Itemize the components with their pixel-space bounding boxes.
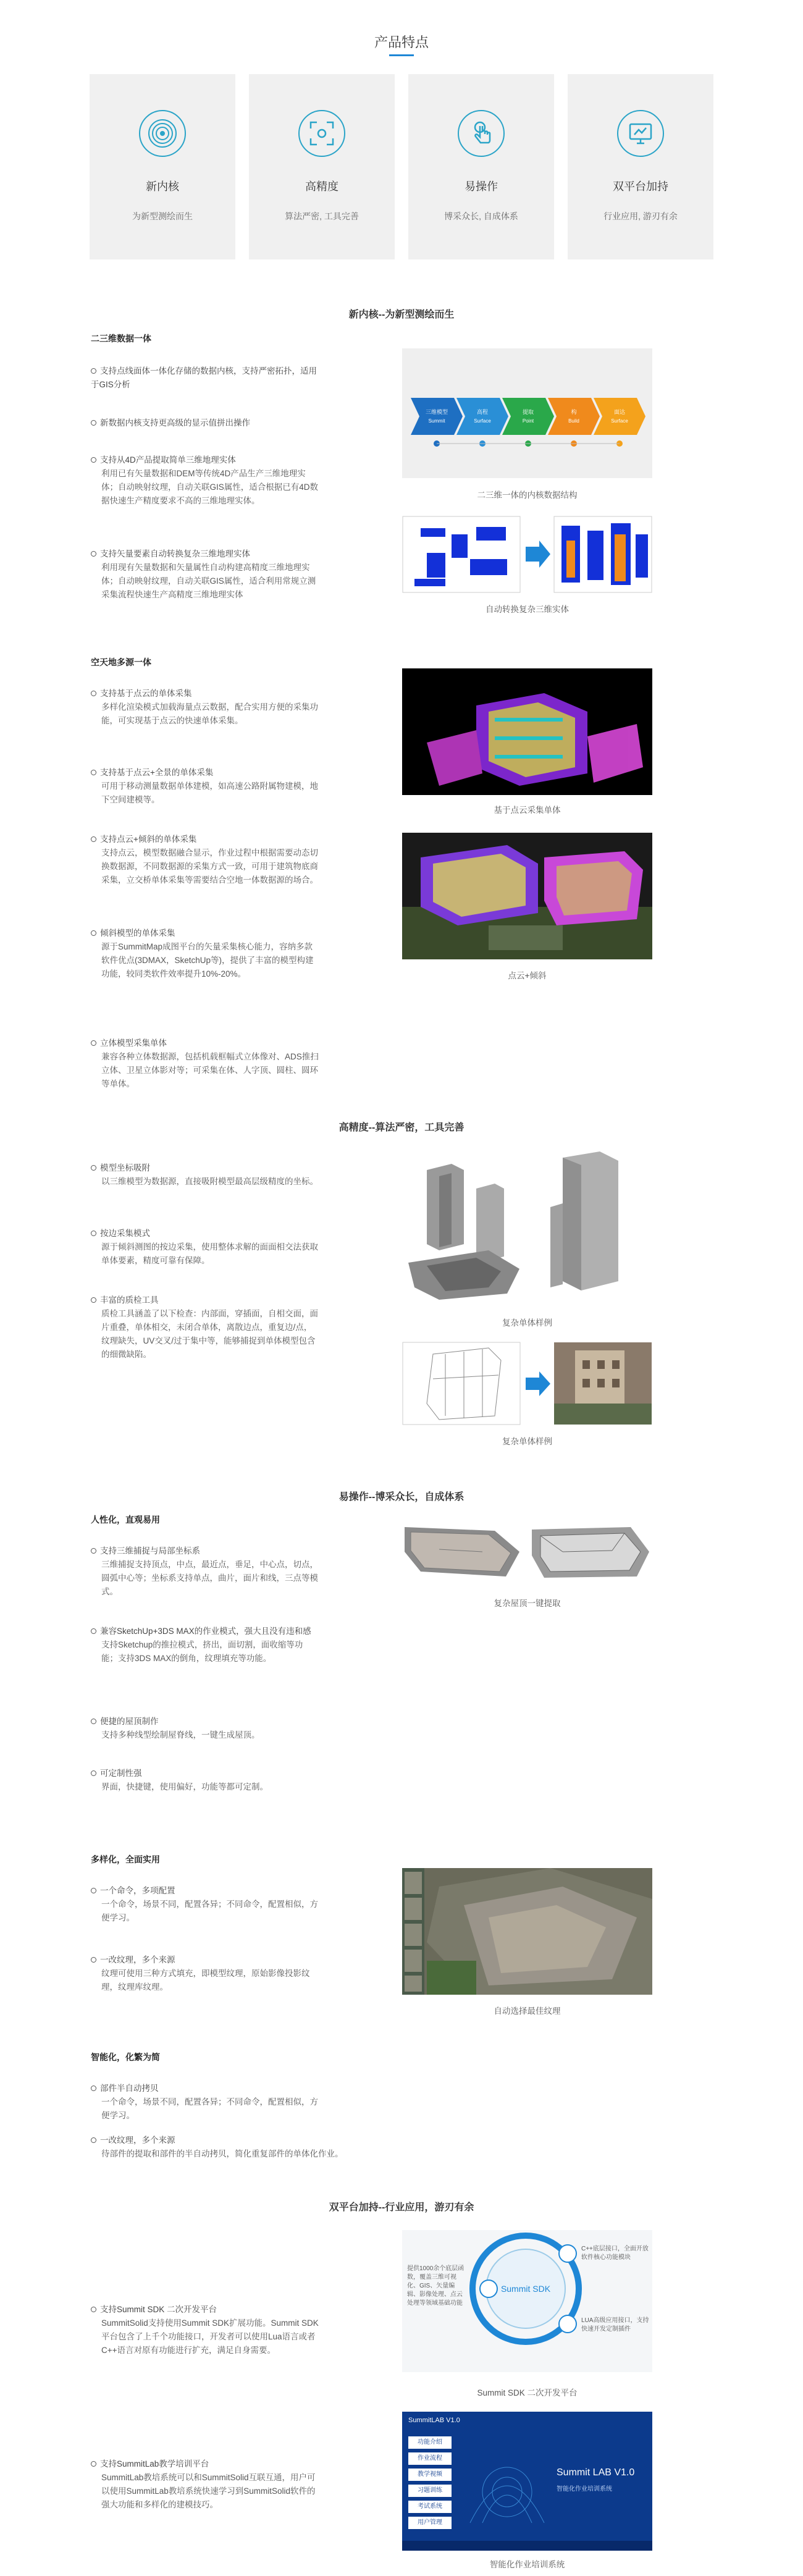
feature-item: 按边采集模式 源于倾斜测图的按边采集，使用整体求解的面面相交法获取单体要素，精度可靠有保障。 — [91, 1227, 319, 1268]
section-title-platform: 双平台加持--行业应用，游刃有余 — [329, 2202, 474, 2213]
bullet-icon — [91, 691, 96, 696]
feature-card-precision[interactable] — [249, 74, 395, 259]
best-texture-figure — [402, 1868, 652, 1995]
lab-menu-item[interactable]: 功能介绍 — [408, 2436, 452, 2449]
bullet-icon — [91, 770, 96, 775]
bullet-icon — [91, 1297, 96, 1303]
figure-caption: 基于点云采集单体 — [494, 806, 561, 815]
figure-caption: 复杂单体样例 — [502, 1318, 552, 1328]
feature-item: 支持矢量要素自动转换复杂三维地理实体 利用现有矢量数据和矢量属性自动构建高精度三维地理实体；自动映射纹理，自动关联GIS属性，适合利用常规立测采集流程快速生产高精度三维地理实体 — [91, 547, 319, 602]
bullet-icon — [91, 1231, 96, 1236]
figure-caption: 智能化作业培训系统 — [489, 2560, 565, 2569]
feature-item: 兼容SketchUp+3DS MAX的作业模式，强大且没有违和感 支持Sketchup的推拉模式，挤出，面切割，面收缩等功能；支持3DS MAX的倒角，纹理填充等功能。 — [91, 1625, 319, 1665]
section-title-core: 新内核--为新型测绘而生 — [348, 309, 455, 320]
feature-item: 一改纹理，多个来源 纹理可使用三种方式填充，即模型纹理，原始影像投影纹理，纹理库纹理。 — [91, 1953, 319, 1994]
feature-item: 模型坐标吸附 以三维模型为数据源，直接吸附模型最高层级精度的坐标。 — [91, 1161, 319, 1189]
bullet-icon — [91, 930, 96, 936]
feature-desc: 为新型测绘而生 — [132, 211, 193, 221]
feature-name: 高精度 — [305, 180, 338, 193]
feature-cards — [90, 74, 713, 259]
flow-step-label: 三维模型 — [425, 409, 448, 415]
sdk-right-top-text: C++底层接口，全面开放软件核心功能模块 — [581, 2246, 649, 2261]
flow-step-sub: Surface — [611, 418, 628, 424]
feature-card-platform[interactable] — [568, 74, 713, 259]
feature-item: 支持三维捕捉与局部坐标系 三维捕捉支持顶点，中点，最近点，垂足，中心点，切点，圆弧中心等；坐标系支持单点，曲片，面片和线，三点等模式。 — [91, 1544, 319, 1599]
figure-caption: 自动选择最佳纹理 — [494, 2006, 561, 2016]
complex-building-figure — [402, 1151, 652, 1306]
feature-item: 倾斜模型的单体采集 源于SummitMap成图平台的矢量采集核心能力，容纳多款软件优点(3DMAX，SketchUp等)，提供了丰富的模型构建功能，较同类软件效率提升10%-20%。 — [91, 927, 319, 981]
feature-desc: 博采众长, 自成体系 — [444, 211, 518, 221]
focus-target-icon — [298, 110, 345, 157]
lab-menu — [408, 2436, 452, 2533]
summit-lab-screenshot — [402, 2412, 652, 2551]
lab-big-title: Summit LAB V1.0 — [557, 2467, 635, 2478]
lab-menu-item[interactable]: 用户管理 — [408, 2517, 452, 2529]
lab-brand: SummitLAB V1.0 — [408, 2417, 460, 2424]
figure-caption: 复杂屋顶一键提取 — [494, 1599, 561, 1608]
lab-footer-bar — [402, 2541, 652, 2551]
figure-caption: 自动转换复杂三维实体 — [486, 605, 569, 614]
section-title-precision: 高精度--算法严密，工具完善 — [338, 1122, 465, 1133]
flow-step-sub: Build — [568, 418, 579, 424]
bullet-icon — [91, 1770, 96, 1776]
summit-sdk-diagram — [402, 2230, 652, 2372]
bullet-icon — [91, 2461, 96, 2467]
bullet-icon — [91, 1548, 96, 1554]
subsection-title: 多样化，全面实用 — [91, 1854, 160, 1864]
feature-item: 便捷的屋顶制作 支持多种线型绘制屋脊线，一键生成屋顶。 — [91, 1715, 319, 1742]
feature-name: 新内核 — [146, 180, 179, 193]
figure-caption: 复杂单体样例 — [502, 1437, 552, 1446]
flow-step-sub: Summit — [428, 418, 445, 424]
section-title-usability: 易操作--博采众长，自成体系 — [338, 1492, 465, 1502]
bullet-icon — [91, 1040, 96, 1046]
feature-item: 一改纹理，多个来源 待部件的提取和部件的半自动拷贝，简化重复部件的单体化作业。 — [91, 2134, 387, 2161]
title-underline — [389, 54, 414, 56]
subsection-title: 二三维数据一体 — [91, 334, 151, 343]
flow-step-label: 提取 — [522, 409, 534, 415]
bullet-icon — [91, 420, 96, 426]
flow-step-sub: Surface — [474, 418, 491, 424]
monitor-icon — [617, 110, 664, 157]
bullet-icon — [91, 551, 96, 557]
feature-item: 支持点线面体一体化存储的数据内核，支持严密拓扑，适用于GIS分析 — [91, 366, 317, 389]
bullet-icon — [91, 1957, 96, 1963]
feature-desc: 行业应用, 游刃有余 — [603, 211, 678, 221]
feature-desc: 算法严密, 工具完善 — [285, 211, 359, 221]
lab-menu-item[interactable]: 教学视频 — [408, 2469, 452, 2481]
bullet-icon — [91, 1888, 96, 1893]
feature-item: 部件半自动拷贝 一个命令，场景不同，配置各异；不同命令，配置相似，方便学习。 — [91, 2082, 319, 2123]
feature-item: 一个命令，多项配置 一个命令，场景不同，配置各异；不同命令，配置相似，方便学习。 — [91, 1884, 319, 1925]
lab-menu-item[interactable]: 考试系统 — [408, 2501, 452, 2513]
sdk-center-label: Summit SDK — [500, 2284, 551, 2294]
lab-subtitle: 智能化作业培训系统 — [557, 2486, 612, 2493]
flow-step-sub: Point — [522, 418, 534, 424]
feature-item: 立体模型采集单体 兼容各种立体数据源，包括机载框幅式立体像对、ADS推扫立体、卫星立体影对等；可采集在体、人字顶、圆柱、圆环等单体。 — [91, 1037, 319, 1091]
bullet-icon — [91, 836, 96, 842]
bullet-icon — [91, 1165, 96, 1171]
feature-item: 丰富的质检工具 质检工具涵盖了以下检查：内部面，穿插面，自相交面，面片重叠，单体相交，未闭合单体，离散边点，重复边/点，纹理缺失，UV交叉/过于集中等，能够捕捉到单体模型包含的细微缺陷。 — [91, 1294, 319, 1362]
flow-step-label: 高程 — [476, 409, 489, 415]
sdk-right-bottom-text: LUA高级应用接口，支持快速开发定制插件 — [581, 2317, 649, 2333]
figure-caption: Summit SDK 二次开发平台 — [477, 2388, 578, 2397]
figure-caption: 点云+倾斜 — [508, 971, 547, 980]
flow-step-label: 构 — [571, 409, 577, 415]
data-structure-diagram — [402, 348, 652, 478]
complex-building-figure-2 — [402, 1342, 652, 1425]
bullet-icon — [91, 1628, 96, 1634]
bullet-icon — [91, 2086, 96, 2091]
feature-name: 双平台加持 — [613, 180, 668, 193]
feature-item: 支持从4D产品提取简单三维地理实体 利用已有矢量数据和DEM等传统4D产品生产三维地理实体；自动映射纹理，自动关联GIS属性，适合根据已有4D数据快速生产精度要求不高的三维地理实体。 — [91, 453, 319, 508]
page-title: 产品特点 — [374, 35, 429, 50]
touch-hand-icon — [458, 110, 505, 157]
feature-item: 支持SummitLab教学培训平台 SummitLab教培系统可以和SummitSolid互联互通，用户可以使用SummitLab教培系统快速学习到SummitSolid软件的强大功能和多样化的建模技巧。 — [91, 2457, 319, 2512]
feature-item: 可定制性强 界面，快捷键，使用偏好，功能等都可定制。 — [91, 1767, 319, 1794]
bullet-icon — [91, 1719, 96, 1724]
feature-item: 新数据内核支持更高级的显示值拼出操作 — [91, 416, 319, 430]
bullet-icon — [91, 457, 96, 463]
pointcloud-oblique-figure — [402, 833, 652, 959]
feature-card-usability[interactable] — [408, 74, 554, 259]
bullet-icon — [91, 368, 96, 374]
feature-item: 支持Summit SDK 二次开发平台 SummitSolid支持使用Summit SDK扩展功能。Summit SDK平台包含了上千个功能接口，开发者可以使用Lua语言或者C++语言对原有功能进行扩充，满足自身需要。 — [91, 2303, 319, 2357]
pointcloud-figure — [402, 668, 652, 795]
lab-menu-item[interactable]: 习题训练 — [408, 2485, 452, 2497]
concentric-circles-icon — [139, 110, 186, 157]
subsection-title: 人性化，直观易用 — [91, 1515, 160, 1525]
bullet-icon — [91, 2137, 96, 2143]
subsection-title: 空天地多源一体 — [91, 657, 151, 667]
bullet-icon — [91, 2307, 96, 2312]
lab-menu-item[interactable]: 作业流程 — [408, 2452, 452, 2465]
feature-card-core[interactable] — [90, 74, 235, 259]
flow-step-label: 面达 — [613, 409, 626, 415]
feature-item: 支持基于点云的单体采集 多样化渲染模式加载海量点云数据，配合实用方便的采集功能，可实现基于点云的快速单体采集。 — [91, 687, 319, 728]
figure-caption: 二三维一体的内核数据结构 — [477, 490, 578, 500]
sdk-left-text: 提供1000余个底层函数，覆盖三维可视化、GIS、矢量编辑、影像处理、点云处理等领域基础功能 — [407, 2265, 465, 2307]
feature-item: 支持点云+倾斜的单体采集 支持点云，模型数据融合显示，作业过程中根据需要动态切换数据源，不同数据源的采集方式一致，可用于建筑物底商采集，立交桥单体采集等需要结合空地一体数据源的场合。 — [91, 833, 319, 887]
auto-convert-figure — [402, 516, 652, 593]
roof-extract-figure — [402, 1521, 652, 1583]
feature-item: 支持基于点云+全景的单体采集 可用于移动测量数据单体建模，如高速公路附属物建模，地下空间建模等。 — [91, 766, 319, 807]
feature-name: 易操作 — [465, 180, 498, 193]
subsection-title: 智能化，化繁为简 — [91, 2052, 160, 2062]
